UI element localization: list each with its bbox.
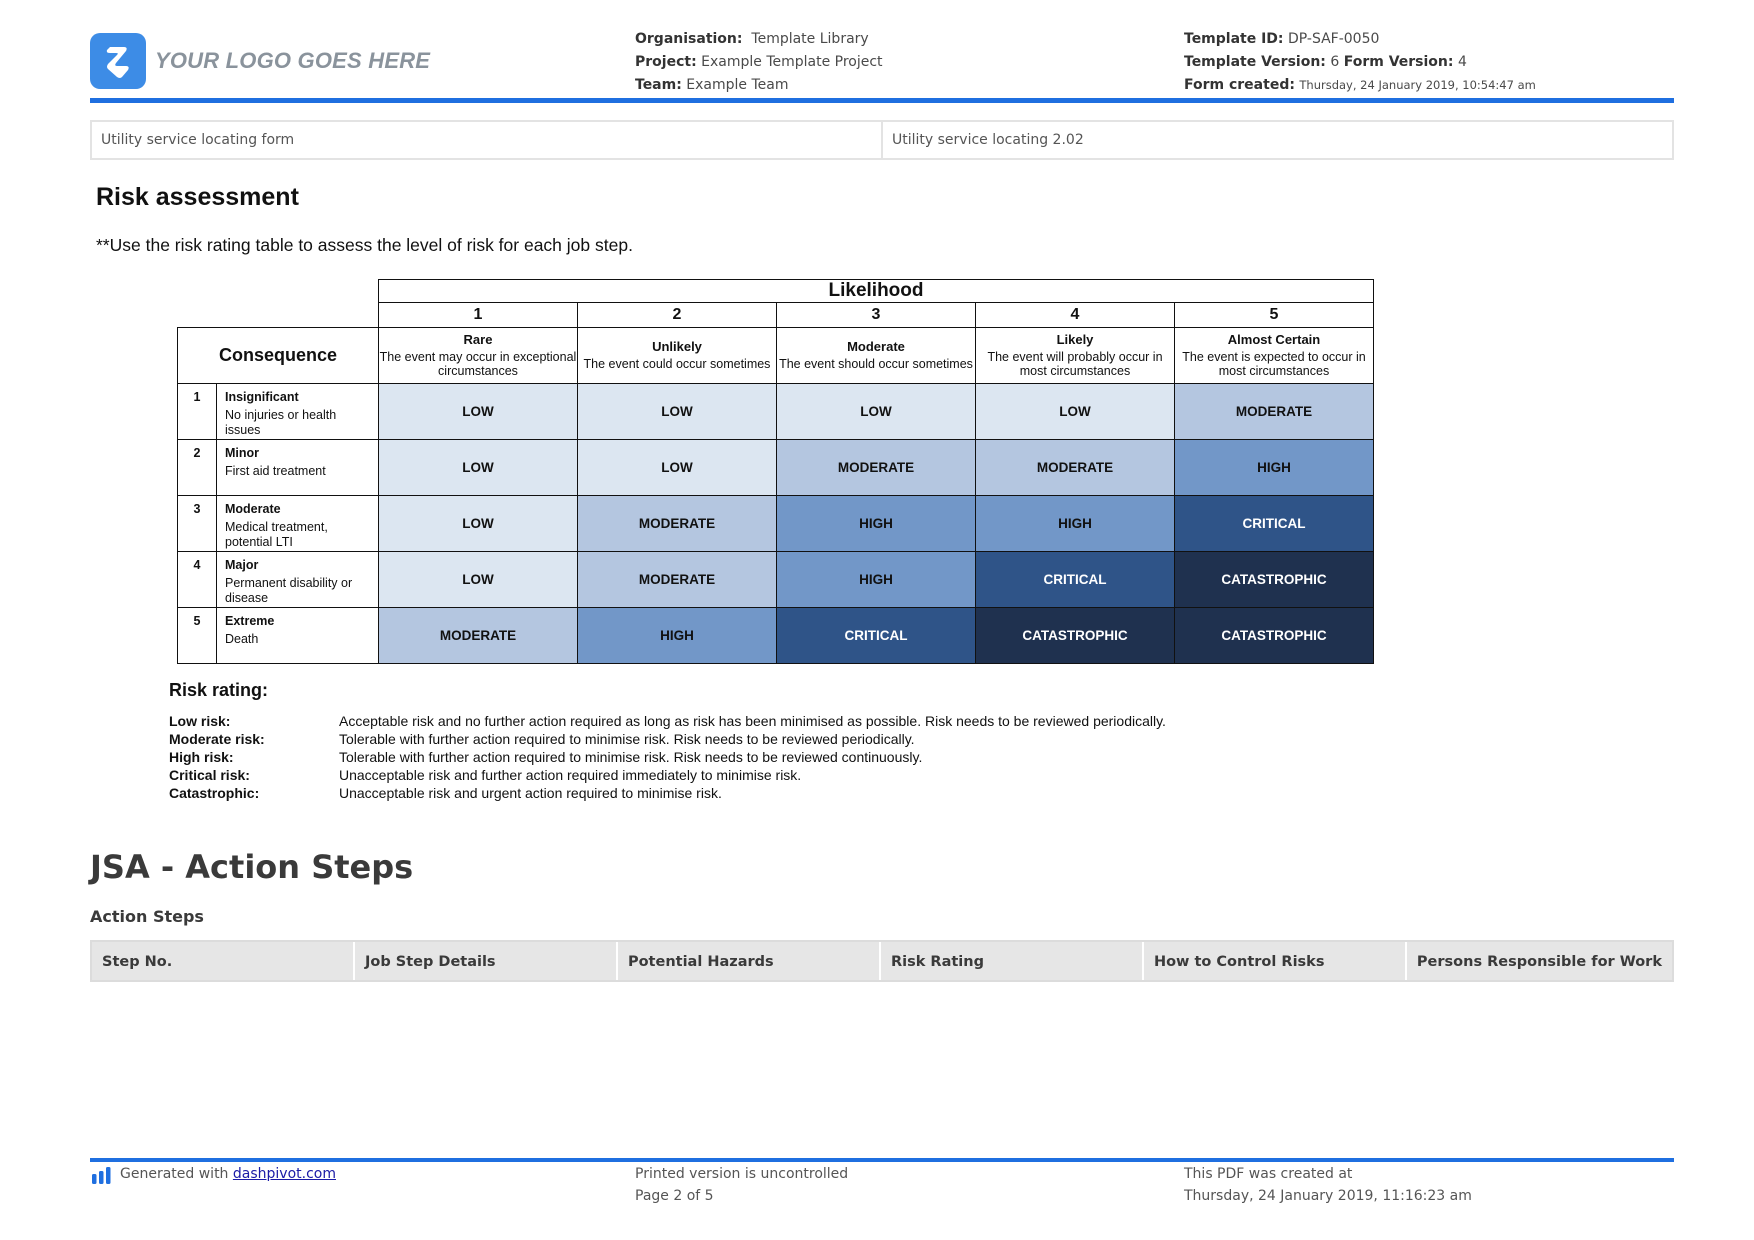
team-label: Team: <box>635 77 682 93</box>
likelihood-name: Moderate <box>847 339 905 354</box>
action-steps-column-header: Step No. <box>102 954 173 970</box>
action-steps-column-header: Risk Rating <box>879 942 1142 980</box>
consequence-name: Insignificant <box>225 390 299 404</box>
consequence-description: Medical treatment, potential LTI <box>225 520 328 549</box>
risk-rating-key: Low risk: <box>169 713 231 729</box>
consequence-label <box>217 440 379 496</box>
risk-level-cell: LOW <box>379 496 578 552</box>
consequence-row <box>178 608 1374 664</box>
consequence-row <box>178 384 1374 440</box>
risk-rating-description: Unacceptable risk and further action required immediately to minimise risk. <box>339 767 802 783</box>
risk-rating-key: High risk: <box>169 749 234 765</box>
consequence-name: Minor <box>225 446 260 460</box>
risk-level-cell: CATASTROPHIC <box>1175 608 1374 664</box>
form-version-label: Form Version: <box>1343 54 1454 70</box>
likelihood-name: Unlikely <box>652 339 702 354</box>
project-value: Example Template Project <box>701 54 883 70</box>
risk-level-cell: HIGH <box>976 496 1175 552</box>
dashpivot-icon <box>92 1166 114 1184</box>
action-steps-column-header: How to Control Risks <box>1142 942 1405 980</box>
risk-rating-description: Tolerable with further action required to minimise risk. Risk needs to be reviewed continuously. <box>339 749 923 765</box>
likelihood-name: Rare <box>463 332 493 347</box>
logo-icon <box>90 33 146 89</box>
risk-level-cell: MODERATE <box>1175 384 1374 440</box>
consequence-label <box>217 608 379 664</box>
organisation-label: Organisation: <box>635 31 743 47</box>
action-steps-column-header: Job Step Details <box>353 942 616 980</box>
organisation-line <box>635 28 883 51</box>
team-value: Example Team <box>686 77 789 93</box>
form-created-label: Form created: <box>1184 77 1295 93</box>
form-created-value: Thursday, 24 January 2019, 10:54:47 am <box>1299 78 1536 92</box>
form-name-strip <box>90 120 1674 160</box>
pdf-created-value: Thursday, 24 January 2019, 11:16:23 am <box>1184 1188 1472 1204</box>
template-meta <box>1184 28 1536 97</box>
likelihood-title: Likelihood <box>379 280 1374 303</box>
consequence-number: 4 <box>178 552 217 608</box>
risk-rating-description: Acceptable risk and no further action required as long as risk has been minimised as possible. Risk needs to be reviewed periodically. <box>339 713 1166 729</box>
consequence-row <box>178 496 1374 552</box>
form-version-name: Utility service locating 2.02 <box>881 122 1672 158</box>
risk-rating-title: Risk rating: <box>169 680 269 700</box>
pdf-created-info <box>1184 1163 1472 1207</box>
risk-level-cell: HIGH <box>777 552 976 608</box>
risk-rating-key: Catastrophic: <box>169 785 260 801</box>
consequence-title: Consequence <box>178 328 379 384</box>
page-number: Page 2 of 5 <box>635 1188 714 1204</box>
template-version-value: 6 <box>1330 54 1340 70</box>
consequence-description: Permanent disability or disease <box>225 576 353 605</box>
risk-rating-key: Critical risk: <box>169 767 250 783</box>
likelihood-header <box>578 328 777 384</box>
risk-assessment-title: Risk assessment <box>96 183 299 211</box>
likelihood-name: Almost Certain <box>1227 332 1321 347</box>
risk-level-cell: MODERATE <box>379 608 578 664</box>
matrix-corner <box>178 280 379 303</box>
likelihood-number: 3 <box>777 303 976 328</box>
consequence-name: Moderate <box>225 502 281 516</box>
likelihood-header <box>1175 328 1374 384</box>
risk-level-cell: MODERATE <box>777 440 976 496</box>
risk-level-cell: LOW <box>379 384 578 440</box>
consequence-number: 2 <box>178 440 217 496</box>
risk-level-cell: LOW <box>379 440 578 496</box>
likelihood-description: The event is expected to occur in most circumstances <box>1182 350 1366 378</box>
consequence-row <box>178 440 1374 496</box>
likelihood-number: 5 <box>1175 303 1374 328</box>
likelihood-description: The event may occur in exceptional circumstances <box>379 350 577 378</box>
action-steps-table-header <box>90 940 1674 982</box>
risk-rating-row <box>169 730 1166 748</box>
risk-rating-row <box>169 784 1166 802</box>
likelihood-number: 2 <box>578 303 777 328</box>
risk-level-cell: LOW <box>976 384 1175 440</box>
logo-text: YOUR LOGO GOES HERE <box>155 48 431 73</box>
risk-level-cell: MODERATE <box>578 496 777 552</box>
pdf-created-label: This PDF was created at <box>1184 1166 1353 1182</box>
likelihood-header <box>379 328 578 384</box>
risk-level-cell: LOW <box>777 384 976 440</box>
consequence-name: Major <box>225 558 259 572</box>
likelihood-description: The event will probably occur in most circumstances <box>987 350 1163 378</box>
form-version-value: 4 <box>1457 54 1467 70</box>
project-label: Project: <box>635 54 697 70</box>
risk-rating-row <box>169 766 1166 784</box>
risk-level-cell: MODERATE <box>976 440 1175 496</box>
version-line <box>1184 51 1536 74</box>
consequence-description: No injuries or health issues <box>225 408 337 437</box>
risk-level-cell: CRITICAL <box>976 552 1175 608</box>
risk-rating-row <box>169 712 1166 730</box>
consequence-number: 3 <box>178 496 217 552</box>
likelihood-number: 1 <box>379 303 578 328</box>
risk-matrix <box>177 279 1374 664</box>
risk-level-cell: HIGH <box>578 608 777 664</box>
likelihood-header <box>976 328 1175 384</box>
risk-level-cell: MODERATE <box>578 552 777 608</box>
jsa-title: JSA - Action Steps <box>90 848 414 886</box>
org-meta <box>635 28 883 97</box>
matrix-corner <box>178 303 379 328</box>
risk-level-cell: LOW <box>379 552 578 608</box>
consequence-row <box>178 552 1374 608</box>
risk-rating-row <box>169 748 1166 766</box>
risk-level-cell: LOW <box>578 384 777 440</box>
dashpivot-link[interactable]: dashpivot.com <box>232 1166 336 1182</box>
consequence-number: 5 <box>178 608 217 664</box>
risk-level-cell: CATASTROPHIC <box>1175 552 1374 608</box>
project-line <box>635 51 883 74</box>
action-steps-label: Action Steps <box>90 907 204 926</box>
action-steps-column-header: Persons Responsible for Work <box>1405 942 1672 980</box>
risk-level-cell: CRITICAL <box>1175 496 1374 552</box>
header-rule <box>90 98 1674 103</box>
template-id-line <box>1184 28 1536 51</box>
consequence-label <box>217 552 379 608</box>
consequence-description: Death <box>225 632 259 646</box>
generated-with <box>120 1163 336 1185</box>
print-info <box>635 1163 848 1207</box>
risk-rating-list <box>169 712 1166 802</box>
likelihood-header <box>777 328 976 384</box>
consequence-number: 1 <box>178 384 217 440</box>
template-id-label: Template ID: <box>1184 31 1284 47</box>
risk-level-cell: LOW <box>578 440 777 496</box>
template-version-label: Template Version: <box>1184 54 1326 70</box>
footer-rule <box>90 1158 1674 1162</box>
team-line <box>635 74 883 97</box>
likelihood-description: The event should occur sometimes <box>779 357 973 371</box>
risk-level-cell: CATASTROPHIC <box>976 608 1175 664</box>
consequence-description: First aid treatment <box>225 464 326 478</box>
action-steps-column-header: Potential Hazards <box>616 942 879 980</box>
risk-rating-key: Moderate risk: <box>169 731 265 747</box>
risk-level-cell: HIGH <box>777 496 976 552</box>
risk-level-cell: CRITICAL <box>777 608 976 664</box>
generated-prefix: Generated with <box>120 1166 229 1182</box>
form-name: Utility service locating form <box>101 132 295 148</box>
organisation-value: Template Library <box>751 31 869 47</box>
uncontrolled-notice: Printed version is uncontrolled <box>635 1166 849 1182</box>
risk-assessment-note: **Use the risk rating table to assess the level of risk for each job step. <box>96 235 633 255</box>
risk-rating-description: Unacceptable risk and urgent action required to minimise risk. <box>339 785 722 801</box>
likelihood-number: 4 <box>976 303 1175 328</box>
form-created-line <box>1184 74 1536 97</box>
template-id-value: DP-SAF-0050 <box>1287 31 1380 47</box>
consequence-name: Extreme <box>225 614 275 628</box>
risk-rating-description: Tolerable with further action required to minimise risk. Risk needs to be reviewed periodically. <box>339 731 915 747</box>
consequence-label <box>217 384 379 440</box>
likelihood-description: The event could occur sometimes <box>583 357 771 371</box>
likelihood-name: Likely <box>1056 332 1094 347</box>
consequence-label <box>217 496 379 552</box>
risk-level-cell: HIGH <box>1175 440 1374 496</box>
